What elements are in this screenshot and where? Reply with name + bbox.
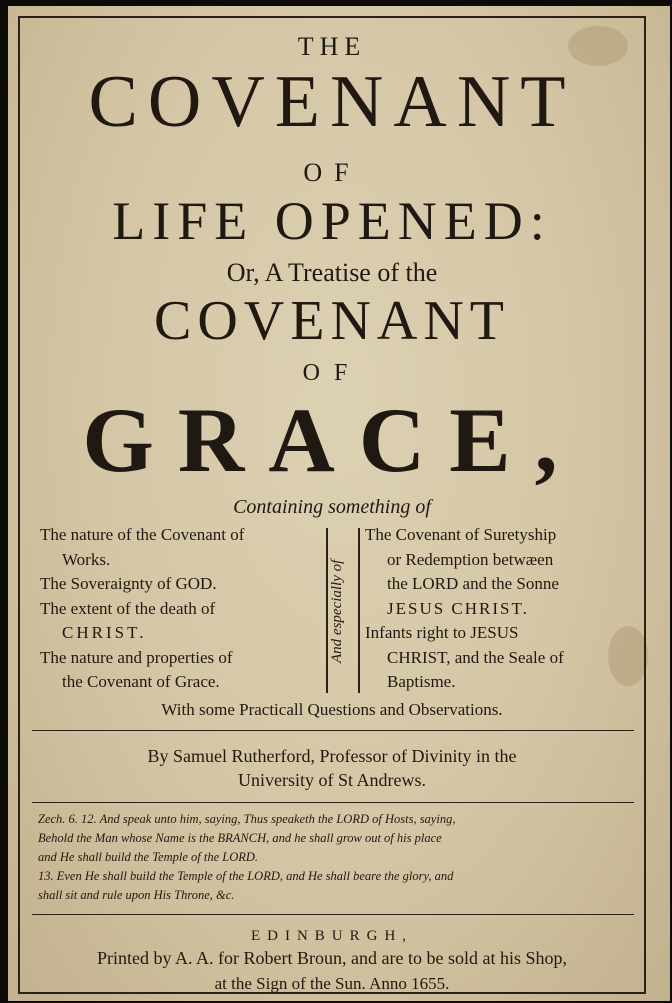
title-covenant: COVENANT [88, 61, 576, 143]
title-page [8, 6, 670, 1001]
title-of: OF [303, 158, 361, 187]
contents-item: Baptisme. [387, 672, 456, 691]
contents-item: Infants right to JESUS [365, 623, 519, 642]
contents-item: The Covenant of Suretyship [365, 525, 557, 544]
contents-item: The Soveraignty of GOD. [40, 574, 217, 593]
title-the: THE [297, 32, 367, 61]
scripture-quote [38, 810, 638, 905]
subtitle-treatise: Or, A Treatise of the [226, 258, 438, 287]
imprint-city: EDINBURGH, [250, 928, 414, 944]
quote-line: and He shall build the Temple of the LORD. [38, 850, 259, 864]
quote-line: Zech. 6. 12. And speak unto him, saying, Thus speaketh the LORD of Hosts, saying, [38, 812, 456, 826]
author-line: By Samuel Rutherford, Professor of Divinity in the [147, 746, 517, 766]
contents-item: the LORD and the Sonne [387, 574, 559, 593]
contents-item: The extent of the death of [40, 598, 216, 618]
containing-line: Containing something of [233, 496, 431, 518]
bracket-label: And especially of [329, 559, 345, 663]
divider [32, 914, 634, 915]
divider [32, 802, 634, 803]
imprint-printer: Printed by A. A. for Robert Broun, and are to be sold at his Shop, [97, 948, 567, 968]
contents-left-column [40, 523, 325, 695]
quote-line: 13. Even He shall build the Temple of the LORD, and He shall beare the glory, and [38, 869, 454, 883]
title-covenant-2: COVENANT [154, 290, 510, 352]
university-line: University of St Andrews. [238, 770, 426, 790]
contents-right-column [365, 523, 655, 695]
imprint-date: at the Sign of the Sun. Anno 1655. [214, 974, 450, 993]
title-of-2: OF [302, 360, 362, 386]
contents-item: CHRIST. [62, 623, 147, 642]
contents-item: JESUS CHRIST. [387, 598, 529, 618]
contents-item: or Redemption betwæen [387, 549, 554, 569]
quote-line: Behold the Man whose Name is the BRANCH, and he shall grow out of his place [38, 831, 442, 845]
with-questions-line: With some Practicall Questions and Observations. [161, 700, 503, 719]
divider [32, 730, 634, 731]
title-grace: GRACE, [82, 389, 582, 491]
title-life-opened: LIFE OPENED: [112, 191, 552, 251]
contents-item: CHRIST, and the Seale of [387, 647, 564, 667]
contents-item: the Covenant of Grace. [62, 672, 220, 691]
contents-item: The nature and properties of [40, 647, 233, 667]
contents-item: Works. [62, 549, 111, 569]
quote-line: shall sit and rule upon His Throne, &c. [38, 888, 235, 902]
contents-item: The nature of the Covenant of [40, 525, 245, 544]
page-border [18, 16, 646, 994]
